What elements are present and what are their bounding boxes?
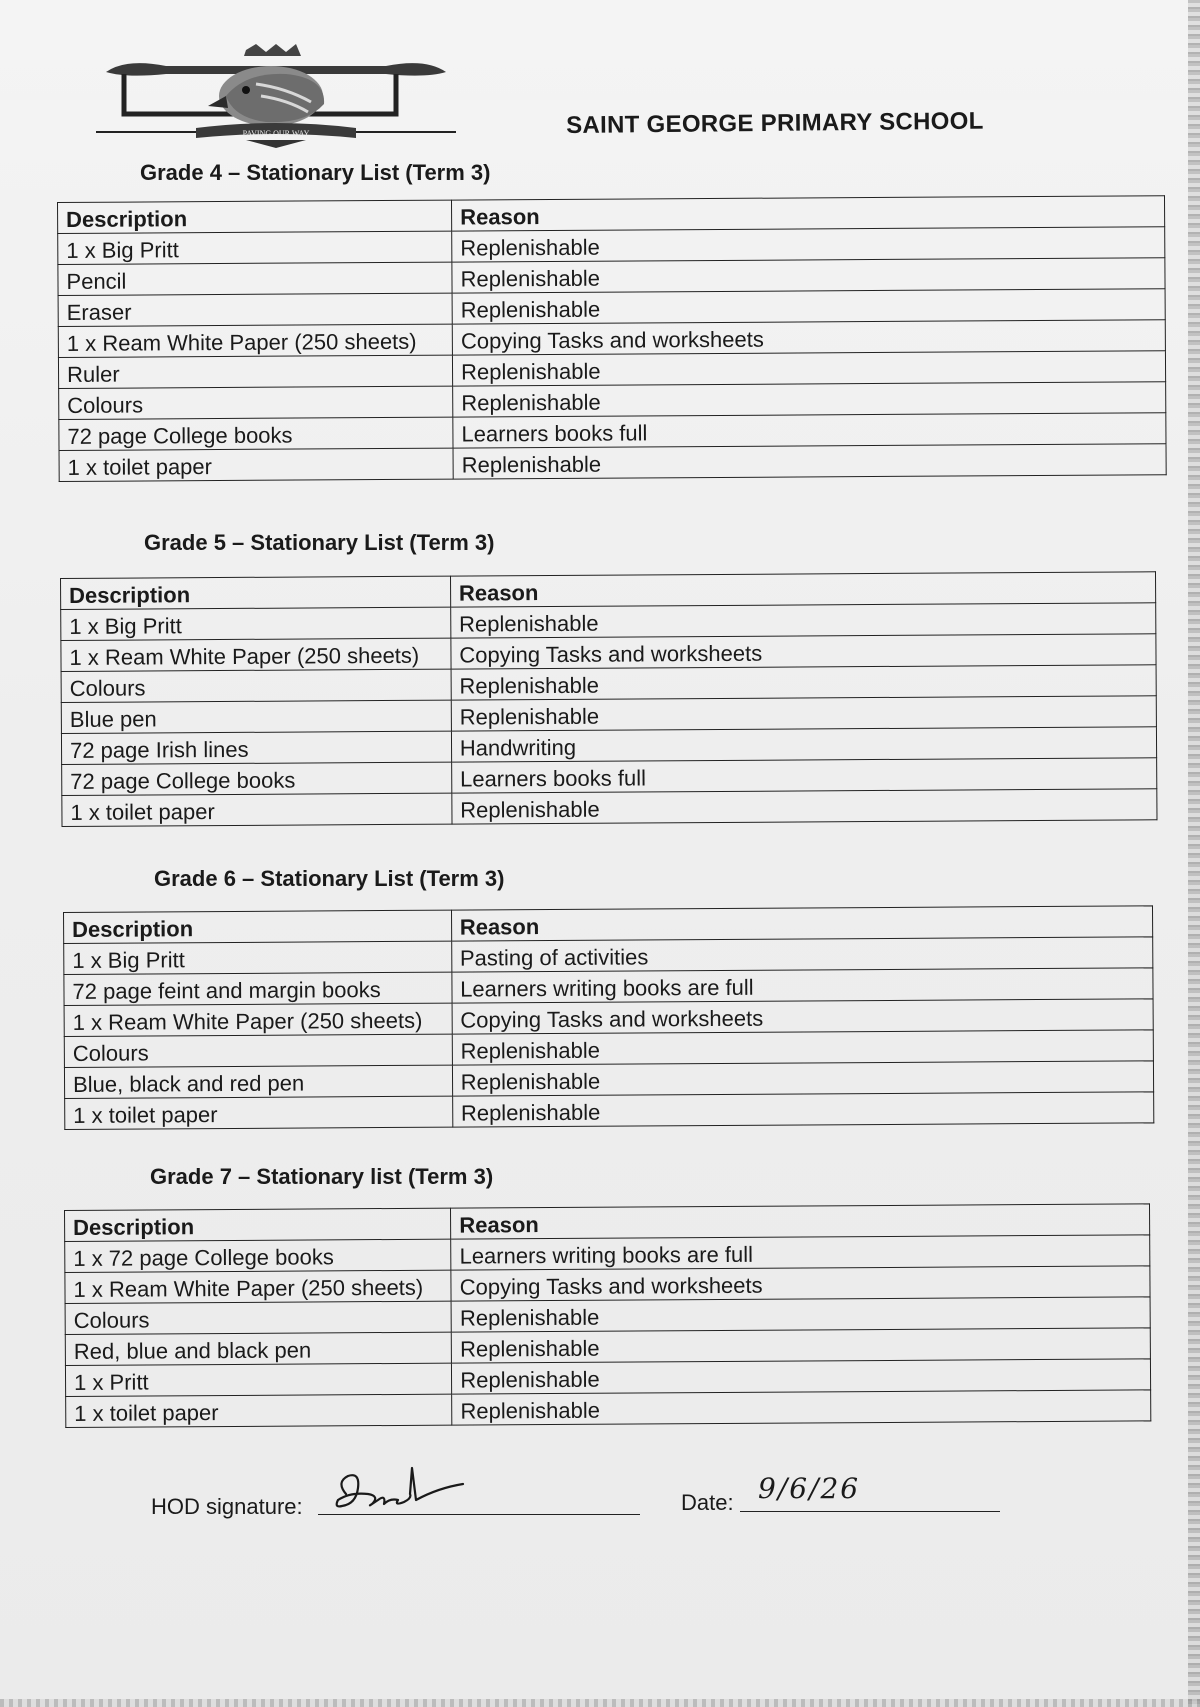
grade-5-stationery-table (60, 571, 1158, 827)
item-reason-cell: Replenishable (452, 1092, 1154, 1127)
reason-column-header: Reason (450, 572, 1155, 607)
table-row (66, 1390, 1151, 1428)
item-description-cell: Blue, black and red pen (64, 1065, 452, 1098)
description-column-header: Description (64, 910, 452, 943)
page-edge-shadow (1188, 0, 1200, 1707)
item-reason-cell: Replenishable (452, 227, 1165, 262)
item-description-cell: 1 x Ream White Paper (250 sheets) (64, 1003, 452, 1036)
date-line (740, 1511, 1000, 1512)
grade-7-title: Grade 7 – Stationary list (Term 3) (150, 1164, 494, 1189)
item-description-cell: Colours (61, 669, 451, 702)
item-reason-cell: Learners books full (453, 413, 1166, 448)
item-description-cell: 72 page Irish lines (61, 731, 451, 764)
item-reason-cell: Replenishable (452, 1390, 1151, 1425)
description-column-header: Description (65, 1208, 451, 1241)
item-description-cell: 1 x Ream White Paper (250 sheets) (58, 324, 452, 357)
item-description-cell: 1 x toilet paper (59, 448, 453, 481)
date-value: 9/6/26 (758, 1472, 861, 1505)
school-name-heading: SAINT GEORGE PRIMARY SCHOOL (566, 107, 984, 139)
reason-column-header: Reason (451, 1204, 1150, 1239)
item-reason-cell: Replenishable (452, 1359, 1151, 1394)
eagle-icon (208, 66, 324, 126)
item-description-cell: 72 page College books (59, 417, 453, 450)
item-reason-cell: Learners books full (451, 758, 1156, 793)
item-description-cell: Colours (59, 386, 453, 419)
description-column-header: Description (61, 576, 451, 609)
logo-motto: PAVING OUR WAY (242, 129, 310, 138)
item-description-cell: 1 x toilet paper (62, 793, 452, 826)
item-description-cell: Red, blue and black pen (65, 1332, 451, 1365)
grade-5-title: Grade 5 – Stationary List (Term 3) (144, 530, 495, 555)
grade-4-stationery-table (57, 195, 1167, 482)
description-column-header: Description (58, 200, 452, 233)
item-description-cell: 1 x Pritt (65, 1363, 451, 1396)
item-description-cell: Pencil (58, 262, 452, 295)
grade-4-title: Grade 4 – Stationary List (Term 3) (140, 160, 491, 185)
item-reason-cell: Copying Tasks and worksheets (451, 1266, 1150, 1301)
item-reason-cell: Pasting of activities (451, 937, 1153, 972)
item-description-cell: 1 x Ream White Paper (250 sheets) (65, 1270, 451, 1303)
item-reason-cell: Learners writing books are full (452, 968, 1154, 1003)
table-row (59, 444, 1166, 482)
item-reason-cell: Replenishable (453, 444, 1166, 479)
item-description-cell: 1 x toilet paper (66, 1394, 452, 1427)
school-crest-logo (96, 44, 456, 154)
item-reason-cell: Replenishable (452, 1061, 1154, 1096)
item-description-cell: 1 x Big Pritt (64, 941, 452, 974)
item-reason-cell: Replenishable (450, 603, 1155, 638)
item-description-cell: Colours (64, 1034, 452, 1067)
item-description-cell: 1 x toilet paper (65, 1096, 453, 1129)
item-reason-cell: Learners writing books are full (451, 1235, 1150, 1270)
item-reason-cell: Replenishable (451, 696, 1156, 731)
item-reason-cell: Replenishable (451, 665, 1156, 700)
item-reason-cell: Copying Tasks and worksheets (451, 634, 1156, 669)
item-description-cell: 72 page College books (62, 762, 452, 795)
reason-column-header: Reason (451, 906, 1153, 941)
item-description-cell: Colours (65, 1301, 451, 1334)
item-description-cell: Blue pen (61, 700, 451, 733)
item-reason-cell: Replenishable (452, 789, 1157, 824)
item-description-cell: 1 x 72 page College books (65, 1239, 451, 1272)
item-description-cell: 1 x Big Pritt (58, 231, 452, 264)
item-description-cell: 1 x Big Pritt (61, 607, 451, 640)
item-description-cell: 1 x Ream White Paper (250 sheets) (61, 638, 451, 671)
hod-signature-label: HOD signature: (151, 1494, 303, 1519)
item-reason-cell: Replenishable (452, 258, 1165, 293)
reason-column-header: Reason (452, 196, 1165, 231)
item-reason-cell: Handwriting (451, 727, 1156, 762)
page-bottom-edge (0, 1699, 1200, 1707)
item-reason-cell: Replenishable (453, 382, 1166, 417)
hod-signature (328, 1464, 478, 1520)
item-reason-cell: Replenishable (452, 1328, 1151, 1363)
item-description-cell: Eraser (58, 293, 452, 326)
item-reason-cell: Copying Tasks and worksheets (452, 320, 1165, 355)
table-row (65, 1092, 1154, 1130)
item-reason-cell: Replenishable (452, 1030, 1154, 1065)
item-description-cell: Ruler (58, 355, 452, 388)
grade-6-stationery-table (63, 905, 1154, 1130)
item-reason-cell: Replenishable (451, 1297, 1150, 1332)
item-description-cell: 72 page feint and margin books (64, 972, 452, 1005)
item-reason-cell: Replenishable (453, 351, 1166, 386)
item-reason-cell: Copying Tasks and worksheets (452, 999, 1154, 1034)
grade-6-title: Grade 6 – Stationary List (Term 3) (154, 866, 505, 891)
date-label: Date: (681, 1490, 734, 1515)
table-row (62, 789, 1157, 827)
grade-7-stationery-table (64, 1203, 1151, 1428)
item-reason-cell: Replenishable (452, 289, 1165, 324)
